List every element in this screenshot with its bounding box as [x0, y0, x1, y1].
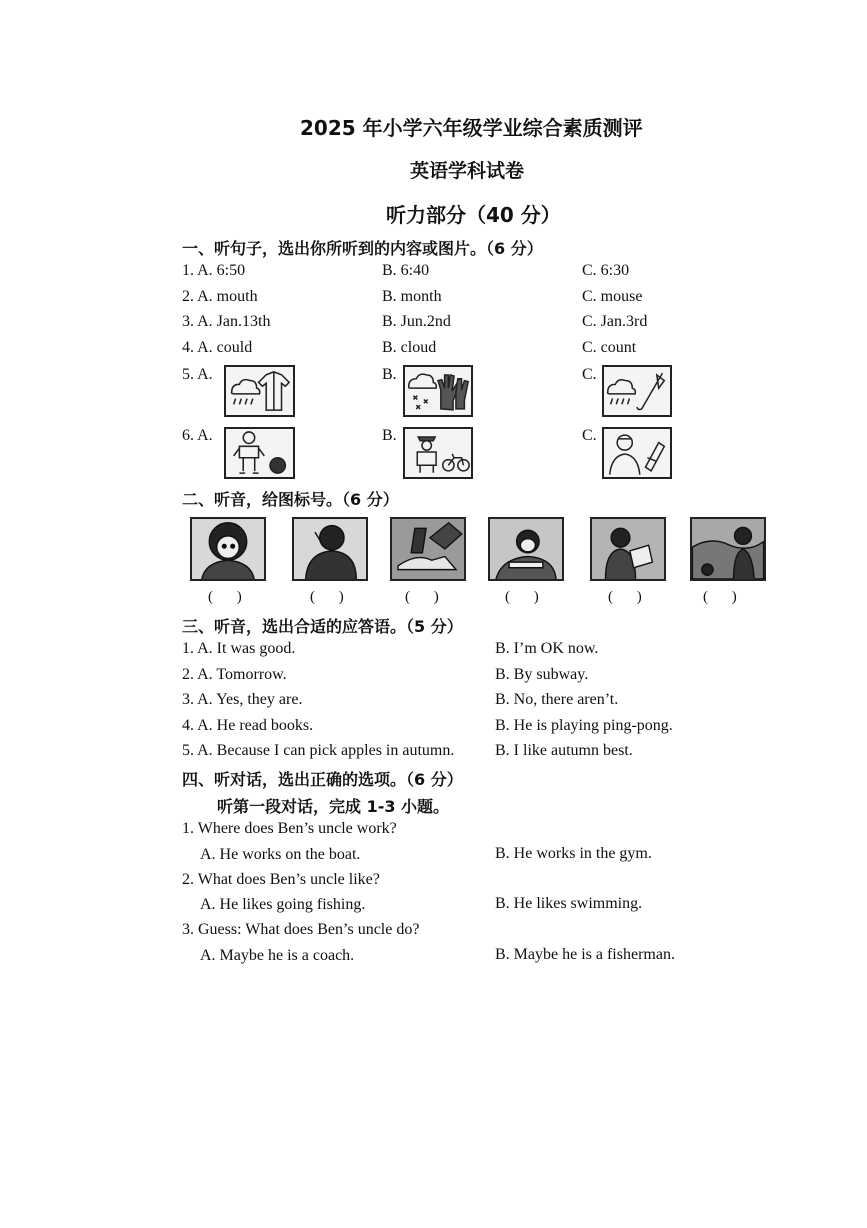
s1-q1-b: B. 6:40	[382, 262, 430, 279]
s3-q5-b: B. I like autumn best.	[495, 742, 633, 759]
doctor-icon	[602, 427, 672, 479]
person-back-icon	[292, 517, 368, 581]
section-3-heading: 三、听音，选出合适的应答语。（5 分）	[182, 617, 463, 636]
s1-q5-b-label: B.	[382, 366, 397, 383]
section-1-heading: 一、听句子，选出你所听到的内容或图片。（6 分）	[182, 239, 543, 258]
s1-q1-a: 1. A. 6:50	[182, 262, 246, 279]
section-2-heading: 二、听音，给图标号。（6 分）	[182, 490, 399, 509]
answer-blank-3[interactable]: ( )	[405, 589, 449, 605]
feet-icon	[390, 517, 466, 581]
rain-cloud-umbrella-icon	[602, 365, 672, 417]
snow-cloud-gloves-icon	[403, 365, 473, 417]
s1-q5-a-label: 5. A.	[182, 366, 213, 383]
s1-q6-b-label: B.	[382, 427, 397, 444]
exam-title: 2025 年小学六年级学业综合素质测评	[300, 116, 643, 140]
s4-q2-b: B. He likes swimming.	[495, 895, 643, 912]
s4-q1: 1. Where does Ben’s uncle work?	[182, 820, 397, 837]
s1-q2-b: B. month	[382, 288, 442, 305]
person-reading-icon	[590, 517, 666, 581]
curly-hair-person-icon	[190, 517, 266, 581]
s4-q1-b: B. He works in the gym.	[495, 845, 652, 862]
s3-q1-b: B. I’m OK now.	[495, 640, 599, 657]
s3-q2-a: 2. A. Tomorrow.	[182, 666, 287, 683]
s1-q4-b: B. cloud	[382, 339, 437, 356]
s3-q4-a: 4. A. He read books.	[182, 717, 314, 734]
s1-q3-b: B. Jun.2nd	[382, 313, 451, 330]
s1-q2-c: C. mouse	[582, 288, 643, 305]
football-player-icon	[224, 427, 295, 479]
s1-q4-c: C. count	[582, 339, 637, 356]
s1-q3-a: 3. A. Jan.13th	[182, 313, 271, 330]
s1-q5-c-label: C.	[582, 366, 597, 383]
s4-q3: 3. Guess: What does Ben’s uncle do?	[182, 921, 420, 938]
s3-q4-b: B. He is playing ping-pong.	[495, 717, 673, 734]
exam-subtitle: 英语学科试卷	[410, 160, 525, 182]
s1-q4-a: 4. A. could	[182, 339, 253, 356]
answer-blank-6[interactable]: ( )	[703, 589, 747, 605]
answer-blank-2[interactable]: ( )	[310, 589, 354, 605]
s4-q1-a: A. He works on the boat.	[200, 846, 361, 863]
s1-q6-a-label: 6. A.	[182, 427, 213, 444]
s4-q3-a: A. Maybe he is a coach.	[200, 947, 355, 964]
person-eating-icon	[488, 517, 564, 581]
s4-q2-a: A. He likes going fishing.	[200, 896, 366, 913]
section-4-heading: 四、听对话，选出正确的选项。（6 分）	[182, 770, 463, 789]
s3-q2-b: B. By subway.	[495, 666, 589, 683]
s4-q2: 2. What does Ben’s uncle like?	[182, 871, 380, 888]
girl-landscape-icon	[690, 517, 766, 581]
s1-q2-a: 2. A. mouth	[182, 288, 258, 305]
s3-q3-a: 3. A. Yes, they are.	[182, 691, 303, 708]
s3-q1-a: 1. A. It was good.	[182, 640, 296, 657]
s3-q3-b: B. No, there aren’t.	[495, 691, 619, 708]
s1-q3-c: C. Jan.3rd	[582, 313, 648, 330]
answer-blank-1[interactable]: ( )	[208, 589, 252, 605]
s1-q6-c-label: C.	[582, 427, 597, 444]
police-officer-bike-icon	[403, 427, 473, 479]
section-4-subheading: 听第一段对话，完成 1-3 小题。	[217, 797, 450, 816]
answer-blank-4[interactable]: ( )	[505, 589, 549, 605]
answer-blank-5[interactable]: ( )	[608, 589, 652, 605]
rain-cloud-shirt-icon	[224, 365, 295, 417]
listening-part-title: 听力部分（40 分）	[386, 203, 561, 227]
s1-q1-c: C. 6:30	[582, 262, 630, 279]
s3-q5-a: 5. A. Because I can pick apples in autumn.	[182, 742, 455, 759]
s4-q3-b: B. Maybe he is a fisherman.	[495, 946, 675, 963]
